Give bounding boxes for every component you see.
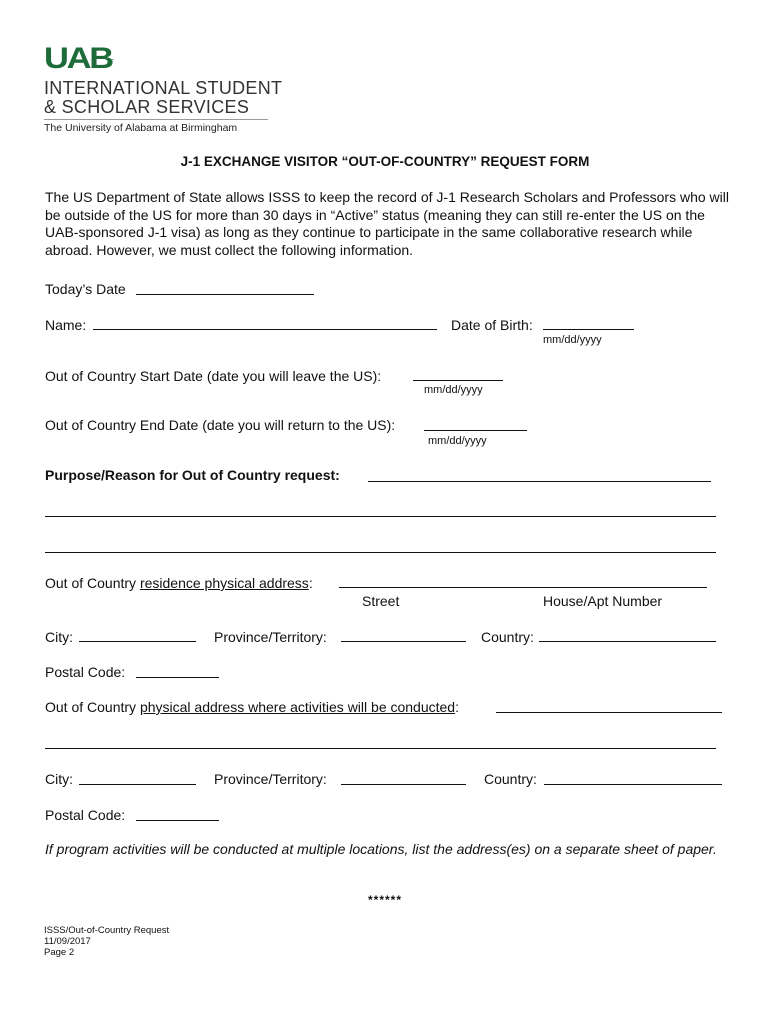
purpose-field-line-2[interactable]: [45, 516, 716, 517]
activities-country-label: Country:: [484, 771, 537, 787]
university-name: The University of Alabama at Birmingham: [44, 122, 238, 134]
name-label: Name:: [45, 317, 87, 333]
residence-postal-label: Postal Code:: [45, 664, 126, 680]
residence-country-field[interactable]: [539, 641, 716, 642]
purpose-field-line-3[interactable]: [45, 552, 716, 553]
purpose-field-line-1[interactable]: [368, 481, 711, 482]
street-hint: Street: [362, 593, 400, 609]
dob-field[interactable]: [543, 329, 634, 330]
activities-address-field-line-2[interactable]: [45, 748, 716, 749]
residence-province-field[interactable]: [341, 641, 466, 642]
footer-page-number: Page 2: [44, 947, 75, 958]
residence-country-label: Country:: [481, 629, 534, 645]
activities-address-label: Out of Country physical address where activities will be conducted:: [45, 699, 459, 715]
start-date-label: Out of Country Start Date (date you will leave the US):: [45, 368, 382, 384]
activities-city-field[interactable]: [79, 784, 196, 785]
name-field[interactable]: [93, 329, 437, 330]
form-title: J-1 EXCHANGE VISITOR “OUT-OF-COUNTRY” REQUEST FORM: [180, 154, 590, 169]
section-end-stars: ******: [367, 893, 403, 907]
activities-postal-field[interactable]: [136, 820, 219, 821]
activities-address-field-line-1[interactable]: [496, 712, 722, 713]
residence-province-label: Province/Territory:: [214, 629, 327, 645]
todays-date-label: Today’s Date: [45, 281, 126, 297]
end-date-label: Out of Country End Date (date you will return to the US):: [45, 417, 396, 433]
end-date-field[interactable]: [424, 430, 527, 431]
dob-label: Date of Birth:: [451, 317, 533, 333]
house-apt-hint: House/Apt Number: [543, 593, 663, 609]
start-date-field[interactable]: [413, 380, 503, 381]
dob-format-hint: mm/dd/yyyy: [543, 334, 602, 346]
end-date-format-hint: mm/dd/yyyy: [428, 435, 487, 447]
residence-address-label: Out of Country residence physical address:: [45, 575, 313, 591]
logo-line-international-student: INTERNATIONAL STUDENT: [44, 78, 283, 98]
activities-postal-label: Postal Code:: [45, 807, 126, 823]
activities-province-field[interactable]: [341, 784, 466, 785]
start-date-format-hint: mm/dd/yyyy: [424, 384, 483, 396]
todays-date-field[interactable]: [136, 294, 314, 295]
logo-line-scholar-services: & SCHOLAR SERVICES: [44, 97, 250, 117]
multiple-locations-note: If program activities will be conducted at multiple locations, list the address(es) on a separate sheet of paper.: [45, 841, 717, 857]
residence-address-field[interactable]: [339, 587, 707, 588]
footer-date: 11/09/2017: [44, 936, 91, 947]
residence-city-label: City:: [45, 629, 73, 645]
footer-form-name: ISSS/Out-of-Country Request: [44, 925, 170, 936]
purpose-label: Purpose/Reason for Out of Country request:: [45, 467, 340, 483]
activities-country-field[interactable]: [544, 784, 722, 785]
logo-divider: [44, 119, 268, 120]
uab-logo: UAB.: [44, 42, 114, 75]
residence-postal-field[interactable]: [136, 677, 219, 678]
residence-city-field[interactable]: [79, 641, 196, 642]
intro-paragraph: The US Department of State allows ISSS to keep the record of J-1 Research Scholars and Professors who will be outside of the US for more than 30 days in “Active” status (meaning they can still re-enter the US on the UAB-sponsored J-1 visa) as long as they continue to participate in the same collaborative research while abroad. However, we must collect the following information.: [45, 189, 729, 258]
activities-province-label: Province/Territory:: [214, 771, 327, 787]
activities-city-label: City:: [45, 771, 73, 787]
